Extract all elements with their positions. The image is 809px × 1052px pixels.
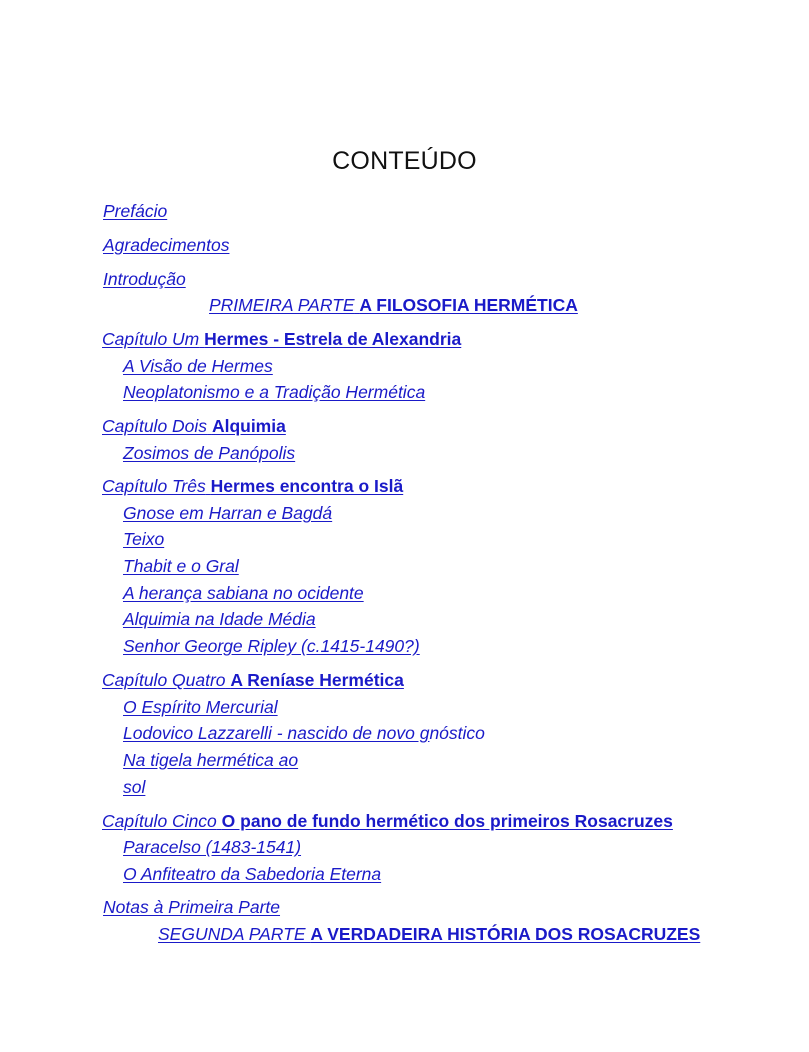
toc-section: [123, 528, 164, 550]
toc-section: [123, 776, 145, 798]
chapter-5-title: O pano de fundo hermético dos primeiros Rosacruzes: [221, 811, 673, 831]
chapter-2-label: Capítulo Dois: [102, 416, 208, 436]
toc-chapter-4: [102, 669, 404, 691]
part-1-label: PRIMEIRA PARTE: [209, 295, 355, 315]
toc-link-section[interactable]: Thabit e o Gral: [123, 556, 239, 576]
toc-section: [123, 863, 381, 885]
toc-link-chapter-2[interactable]: [102, 416, 286, 436]
toc-link-section[interactable]: sol: [123, 777, 146, 797]
toc-link-notas[interactable]: Notas à Primeira Parte: [103, 897, 281, 917]
toc-section: [123, 555, 239, 577]
toc-link-section[interactable]: Na tigela hermética ao: [123, 750, 299, 770]
toc-link-section[interactable]: Paracelso (1483-1541): [123, 837, 302, 857]
toc-link-chapter-4[interactable]: [102, 670, 404, 690]
toc-link-section[interactable]: O Anfiteatro da Sabedoria Eterna: [123, 864, 382, 884]
toc-link-section[interactable]: Gnose em Harran e Bagdá: [123, 503, 333, 523]
toc-section: [123, 502, 332, 524]
chapter-3-label: Capítulo Três: [102, 476, 206, 496]
toc-section: [123, 836, 301, 858]
toc-section: [123, 635, 420, 657]
toc-link-section[interactable]: A herança sabiana no ocidente: [123, 583, 364, 603]
toc-chapter-3: [102, 475, 403, 497]
toc-entry-prefacio: [103, 200, 167, 222]
toc-link-introducao[interactable]: Introdução: [103, 269, 186, 289]
part-2-label: SEGUNDA PARTE: [158, 924, 306, 944]
toc-section: [123, 381, 425, 403]
chapter-2-title: Alquimia: [211, 416, 286, 436]
toc-section: [123, 722, 485, 744]
toc-link-section[interactable]: Lodovico Lazzarelli - nascido de novo g: [123, 723, 430, 743]
chapter-3-title: Hermes encontra o Islã: [210, 476, 404, 496]
toc-link-prefacio[interactable]: Prefácio: [103, 201, 168, 221]
chapter-5-label: Capítulo Cinco: [102, 811, 217, 831]
toc-part-2: [158, 923, 700, 945]
toc-chapter-2: [102, 415, 286, 437]
toc-link-section[interactable]: Zosimos de Panópolis: [123, 443, 296, 463]
toc-link-section[interactable]: Senhor George Ripley (c.1415-1490?): [123, 636, 420, 656]
toc-link-section[interactable]: Alquimia na Idade Média: [123, 609, 316, 629]
toc-section: [123, 696, 278, 718]
toc-link-part-1[interactable]: [209, 295, 578, 315]
toc-link-chapter-3[interactable]: [102, 476, 403, 496]
chapter-4-label: Capítulo Quatro: [102, 670, 226, 690]
page-title: CONTEÚDO: [332, 147, 477, 175]
toc-entry-agradecimentos: [103, 234, 229, 256]
chapter-4-title: A Reníase Hermética: [230, 670, 404, 690]
toc-entry-introducao: [103, 268, 186, 290]
toc-link-section[interactable]: O Espírito Mercurial: [123, 697, 278, 717]
toc-link-section[interactable]: Teixo: [123, 529, 165, 549]
toc-section: [123, 442, 295, 464]
toc-link-chapter-1[interactable]: [102, 329, 461, 349]
toc-link-agradecimentos[interactable]: Agradecimentos: [103, 235, 230, 255]
toc-chapter-5: [102, 810, 673, 832]
toc-link-chapter-5[interactable]: [102, 811, 673, 831]
toc-link-section[interactable]: A Visão de Hermes: [123, 356, 273, 376]
toc-section: [123, 582, 364, 604]
toc-section: [123, 749, 298, 771]
toc-entry-notas: [103, 896, 280, 918]
chapter-1-title: Hermes - Estrela de Alexandria: [204, 329, 462, 349]
toc-section: [123, 608, 316, 630]
toc-section-trailing-text: nóstico: [429, 723, 485, 743]
chapter-1-label: Capítulo Um: [102, 329, 200, 349]
toc-chapter-1: [102, 328, 461, 350]
toc-part-1: [209, 294, 578, 316]
part-2-title: A VERDADEIRA HISTÓRIA DOS ROSACRUZES: [310, 924, 701, 944]
toc-link-part-2[interactable]: [158, 924, 700, 944]
toc-link-section[interactable]: Neoplatonismo e a Tradição Hermética: [123, 382, 426, 402]
toc-section: [123, 355, 273, 377]
part-1-title: A FILOSOFIA HERMÉTICA: [359, 295, 578, 315]
